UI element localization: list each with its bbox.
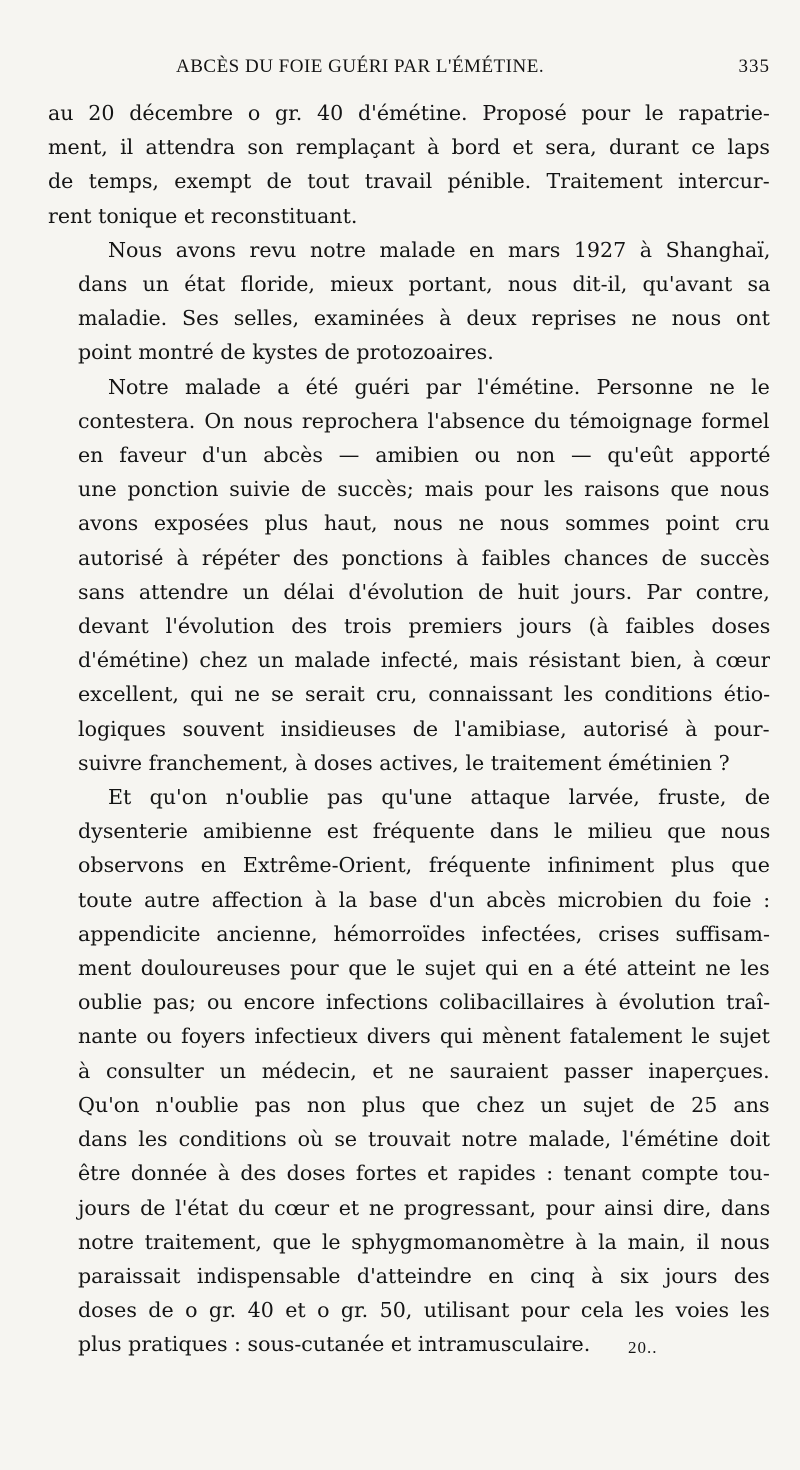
text-line: dans un état floride, mieux portant, nous dit-il, qu'avant sa — [78, 272, 770, 297]
text-line: d'émétine) chez un malade infecté, mais résistant bien, à cœur — [78, 648, 770, 673]
text-line: ment, il attendra son remplaçant à bord et sera, durant ce laps — [48, 135, 770, 160]
text-line: autorisé à répéter des ponctions à faibles chances de succès — [78, 545, 770, 570]
text-line: dysenterie amibienne est fréquente dans le milieu que nous — [78, 819, 770, 844]
text-line: logiques souvent insidieuses de l'amibiase, autorisé à pour- — [78, 716, 770, 741]
body-text — [48, 96, 770, 1362]
text-line: une ponction suivie de succès; mais pour les raisons que nous — [78, 477, 770, 502]
text-line: de temps, exempt de tout travail pénible. Traitement intercur- — [48, 169, 770, 194]
text-line: excellent, qui ne se serait cru, connaissant les conditions étio- — [78, 682, 770, 707]
text-line: être donnée à des doses fortes et rapides : tenant compte tou- — [78, 1161, 770, 1186]
text-line: dans les conditions où se trouvait notre malade, l'émétine doit — [78, 1127, 770, 1152]
paragraph — [48, 780, 770, 1361]
page-header — [48, 56, 770, 90]
text-line: Notre malade a été guéri par l'émétine. Personne ne le — [108, 374, 770, 399]
text-line: notre traitement, que le sphygmomanomètre à la main, il nous — [78, 1229, 770, 1254]
paragraph — [48, 233, 770, 370]
text-line: nante ou foyers infectieux divers qui mènent fatalement le sujet — [78, 1024, 770, 1049]
printer-signature-mark: 20.. — [628, 1338, 658, 1357]
text-line: Nous avons revu notre malade en mars 1927 à Shanghaï, — [108, 237, 770, 262]
text-line: doses de o gr. 40 et o gr. 50, utilisant pour cela les voies les — [78, 1298, 770, 1323]
text-line: en faveur d'un abcès — amibien ou non — qu'eût apporté — [78, 443, 770, 468]
text-line: toute autre affection à la base d'un abcès microbien du foie : — [78, 887, 770, 912]
text-line: suivre franchement, à doses actives, le traitement émétinien ? — [78, 750, 730, 775]
text-line: devant l'évolution des trois premiers jours (à faibles doses — [78, 614, 770, 639]
text-line: oublie pas; ou encore infections colibacillaires à évolution traî- — [78, 990, 770, 1015]
text-line: avons exposées plus haut, nous ne nous sommes point cru — [78, 511, 770, 536]
text-line: maladie. Ses selles, examinées à deux reprises ne nous ont — [78, 306, 770, 331]
text-line: Et qu'on n'oublie pas qu'une attaque larvée, fruste, de — [108, 785, 770, 810]
text-line: contestera. On nous reprochera l'absence du témoignage formel — [78, 408, 770, 433]
text-line: paraissait indispensable d'atteindre en cinq à six jours des — [78, 1263, 770, 1288]
paragraph — [48, 370, 770, 780]
page-number: 335 — [738, 56, 770, 77]
text-line: jours de l'état du cœur et ne progressant, pour ainsi dire, dans — [78, 1195, 770, 1220]
text-line: plus pratiques : sous-cutanée et intramusculaire. — [78, 1332, 591, 1357]
text-line: à consulter un médecin, et ne sauraient passer inaperçues. — [78, 1058, 770, 1083]
text-line: point montré de kystes de protozoaires. — [78, 340, 494, 365]
running-title: ABCÈS DU FOIE GUÉRI PAR L'ÉMÉTINE. — [176, 56, 545, 77]
text-line: au 20 décembre o gr. 40 d'émétine. Proposé pour le rapatrie- — [48, 101, 770, 125]
text-line: ment douloureuses pour que le sujet qui en a été atteint ne les — [78, 956, 770, 981]
text-line: appendicite ancienne, hémorroïdes infectées, crises suffisam- — [78, 921, 770, 946]
text-line: rent tonique et reconstituant. — [48, 203, 358, 228]
text-line: sans attendre un délai d'évolution de huit jours. Par contre, — [78, 579, 770, 604]
text-line: observons en Extrême-Orient, fréquente infiniment plus que — [78, 853, 770, 878]
paragraph — [48, 96, 770, 233]
text-line: Qu'on n'oublie pas non plus que chez un sujet de 25 ans — [78, 1092, 770, 1117]
